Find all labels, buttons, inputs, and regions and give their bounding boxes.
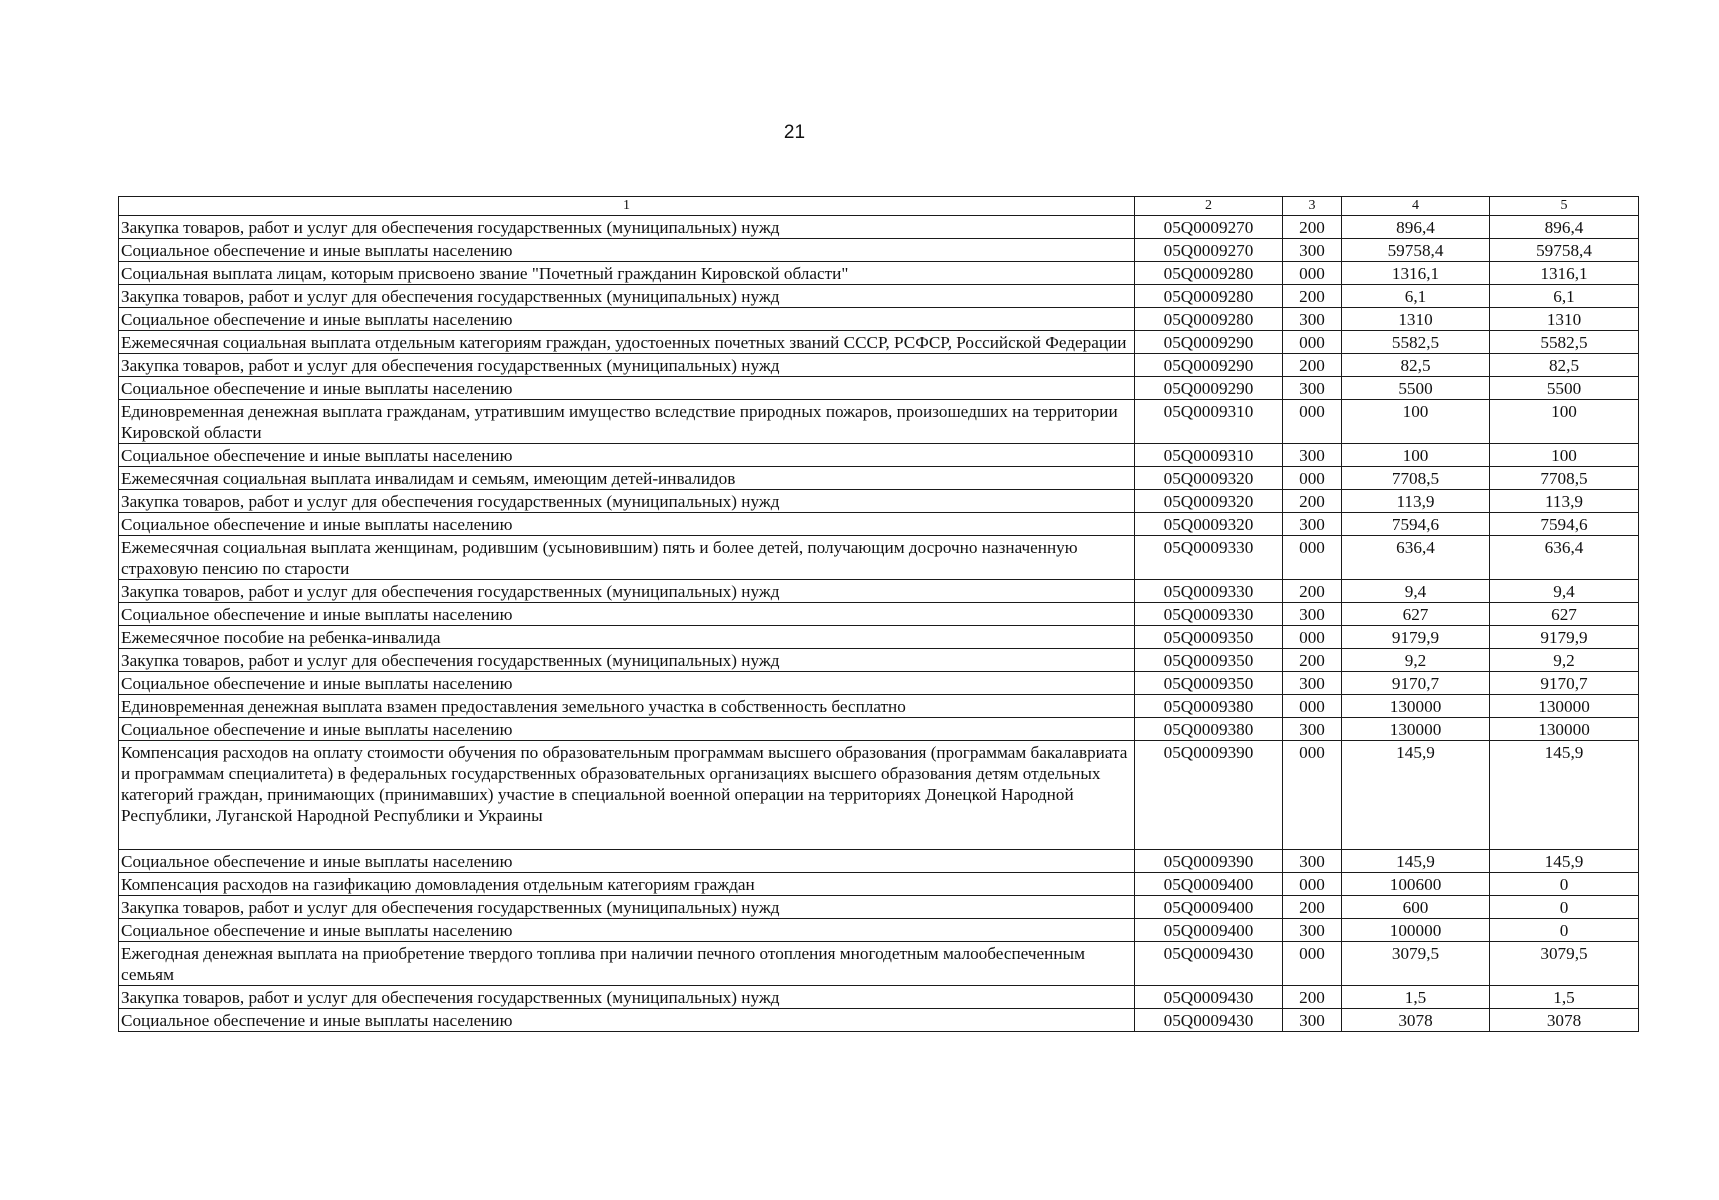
row-name: Компенсация расходов на оплату стоимости обучения по образовательным программам высшего образования (программам бакалавриата и программам специалитета) в федеральных государственных образовательных организациях высшего образования детям отдельных категорий граждан, принимающих (принимавших) участие в специальной военной операции на территориях Донецкой Народной Республики, Луганской Народной Республики и Украины bbox=[119, 741, 1135, 850]
row-value-col5: 5582,5 bbox=[1490, 331, 1639, 354]
row-value-col5: 0 bbox=[1490, 873, 1639, 896]
row-name: Социальное обеспечение и иные выплаты населению bbox=[119, 513, 1135, 536]
row-name: Социальное обеспечение и иные выплаты населению bbox=[119, 239, 1135, 262]
table-row bbox=[119, 850, 1639, 873]
table-row bbox=[119, 400, 1639, 444]
table-row bbox=[119, 216, 1639, 239]
row-value-col4: 9179,9 bbox=[1342, 626, 1490, 649]
row-code: 05Q0009350 bbox=[1135, 649, 1283, 672]
row-expense-type: 300 bbox=[1283, 718, 1342, 741]
row-value-col4: 6,1 bbox=[1342, 285, 1490, 308]
header-col-4: 4 bbox=[1342, 197, 1490, 216]
row-name: Закупка товаров, работ и услуг для обеспечения государственных (муниципальных) нужд bbox=[119, 649, 1135, 672]
row-name: Компенсация расходов на газификацию домовладения отдельным категориям граждан bbox=[119, 873, 1135, 896]
row-value-col4: 600 bbox=[1342, 896, 1490, 919]
table-row bbox=[119, 695, 1639, 718]
table-row bbox=[119, 1009, 1639, 1032]
row-code: 05Q0009330 bbox=[1135, 580, 1283, 603]
row-expense-type: 200 bbox=[1283, 216, 1342, 239]
row-expense-type: 300 bbox=[1283, 1009, 1342, 1032]
row-name: Закупка товаров, работ и услуг для обеспечения государственных (муниципальных) нужд bbox=[119, 580, 1135, 603]
row-expense-type: 300 bbox=[1283, 377, 1342, 400]
row-expense-type: 000 bbox=[1283, 262, 1342, 285]
row-value-col5: 3079,5 bbox=[1490, 942, 1639, 986]
row-name: Социальное обеспечение и иные выплаты населению bbox=[119, 850, 1135, 873]
row-code: 05Q0009430 bbox=[1135, 942, 1283, 986]
row-code: 05Q0009430 bbox=[1135, 986, 1283, 1009]
row-code: 05Q0009320 bbox=[1135, 467, 1283, 490]
row-expense-type: 300 bbox=[1283, 919, 1342, 942]
row-value-col4: 896,4 bbox=[1342, 216, 1490, 239]
row-name: Закупка товаров, работ и услуг для обеспечения государственных (муниципальных) нужд bbox=[119, 986, 1135, 1009]
row-value-col4: 100000 bbox=[1342, 919, 1490, 942]
row-value-col4: 9170,7 bbox=[1342, 672, 1490, 695]
row-name: Социальное обеспечение и иные выплаты населению bbox=[119, 1009, 1135, 1032]
row-value-col4: 100600 bbox=[1342, 873, 1490, 896]
row-name: Закупка товаров, работ и услуг для обеспечения государственных (муниципальных) нужд bbox=[119, 285, 1135, 308]
row-name: Закупка товаров, работ и услуг для обеспечения государственных (муниципальных) нужд bbox=[119, 896, 1135, 919]
row-value-col4: 5500 bbox=[1342, 377, 1490, 400]
table-row bbox=[119, 741, 1639, 850]
row-code: 05Q0009280 bbox=[1135, 262, 1283, 285]
row-value-col5: 59758,4 bbox=[1490, 239, 1639, 262]
row-value-col4: 100 bbox=[1342, 400, 1490, 444]
row-value-col5: 113,9 bbox=[1490, 490, 1639, 513]
table-row bbox=[119, 444, 1639, 467]
row-name: Единовременная денежная выплата гражданам, утратившим имущество вследствие природных пожаров, произошедших на территории Кировской области bbox=[119, 400, 1135, 444]
table-row bbox=[119, 308, 1639, 331]
row-code: 05Q0009390 bbox=[1135, 850, 1283, 873]
row-value-col5: 3078 bbox=[1490, 1009, 1639, 1032]
row-expense-type: 200 bbox=[1283, 285, 1342, 308]
row-code: 05Q0009270 bbox=[1135, 239, 1283, 262]
row-value-col4: 145,9 bbox=[1342, 741, 1490, 850]
row-code: 05Q0009400 bbox=[1135, 919, 1283, 942]
row-expense-type: 200 bbox=[1283, 490, 1342, 513]
row-value-col4: 100 bbox=[1342, 444, 1490, 467]
table-row bbox=[119, 986, 1639, 1009]
row-value-col4: 130000 bbox=[1342, 695, 1490, 718]
row-name: Ежемесячная социальная выплата отдельным категориям граждан, удостоенных почетных званий СССР, РСФСР, Российской Федерации bbox=[119, 331, 1135, 354]
row-value-col4: 113,9 bbox=[1342, 490, 1490, 513]
row-expense-type: 300 bbox=[1283, 513, 1342, 536]
table-row bbox=[119, 262, 1639, 285]
table-row bbox=[119, 354, 1639, 377]
row-name: Социальное обеспечение и иные выплаты населению bbox=[119, 603, 1135, 626]
row-value-col5: 9,4 bbox=[1490, 580, 1639, 603]
row-code: 05Q0009350 bbox=[1135, 626, 1283, 649]
row-value-col4: 130000 bbox=[1342, 718, 1490, 741]
row-expense-type: 000 bbox=[1283, 467, 1342, 490]
row-expense-type: 300 bbox=[1283, 850, 1342, 873]
table-row bbox=[119, 942, 1639, 986]
row-name: Социальное обеспечение и иные выплаты населению bbox=[119, 919, 1135, 942]
header-col-5: 5 bbox=[1490, 197, 1639, 216]
row-value-col5: 9,2 bbox=[1490, 649, 1639, 672]
table-header-row bbox=[119, 197, 1639, 216]
row-name: Закупка товаров, работ и услуг для обеспечения государственных (муниципальных) нужд bbox=[119, 216, 1135, 239]
row-code: 05Q0009310 bbox=[1135, 400, 1283, 444]
row-value-col4: 7708,5 bbox=[1342, 467, 1490, 490]
row-value-col4: 9,2 bbox=[1342, 649, 1490, 672]
row-name: Закупка товаров, работ и услуг для обеспечения государственных (муниципальных) нужд bbox=[119, 354, 1135, 377]
row-expense-type: 000 bbox=[1283, 873, 1342, 896]
row-value-col5: 9179,9 bbox=[1490, 626, 1639, 649]
row-expense-type: 000 bbox=[1283, 741, 1342, 850]
row-name: Ежегодная денежная выплата на приобретение твердого топлива при наличии печного отопления многодетным малообеспеченным семьям bbox=[119, 942, 1135, 986]
row-code: 05Q0009320 bbox=[1135, 513, 1283, 536]
row-value-col5: 82,5 bbox=[1490, 354, 1639, 377]
row-code: 05Q0009380 bbox=[1135, 718, 1283, 741]
row-value-col4: 627 bbox=[1342, 603, 1490, 626]
row-expense-type: 300 bbox=[1283, 444, 1342, 467]
row-name: Ежемесячная социальная выплата инвалидам и семьям, имеющим детей-инвалидов bbox=[119, 467, 1135, 490]
row-value-col5: 145,9 bbox=[1490, 850, 1639, 873]
table-row bbox=[119, 873, 1639, 896]
table-row bbox=[119, 536, 1639, 580]
row-value-col5: 636,4 bbox=[1490, 536, 1639, 580]
table-row bbox=[119, 377, 1639, 400]
row-expense-type: 000 bbox=[1283, 626, 1342, 649]
row-value-col4: 1,5 bbox=[1342, 986, 1490, 1009]
table-row bbox=[119, 513, 1639, 536]
row-value-col5: 627 bbox=[1490, 603, 1639, 626]
row-expense-type: 300 bbox=[1283, 672, 1342, 695]
row-code: 05Q0009400 bbox=[1135, 896, 1283, 919]
header-col-2: 2 bbox=[1135, 197, 1283, 216]
row-code: 05Q0009320 bbox=[1135, 490, 1283, 513]
row-name: Социальное обеспечение и иные выплаты населению bbox=[119, 672, 1135, 695]
row-value-col5: 0 bbox=[1490, 919, 1639, 942]
row-name: Социальная выплата лицам, которым присвоено звание "Почетный гражданин Кировской области" bbox=[119, 262, 1135, 285]
table-row bbox=[119, 672, 1639, 695]
row-value-col4: 3079,5 bbox=[1342, 942, 1490, 986]
row-expense-type: 300 bbox=[1283, 239, 1342, 262]
header-col-1: 1 bbox=[119, 197, 1135, 216]
table-row bbox=[119, 490, 1639, 513]
row-value-col5: 7594,6 bbox=[1490, 513, 1639, 536]
page-number bbox=[0, 122, 1719, 144]
row-value-col5: 6,1 bbox=[1490, 285, 1639, 308]
row-code: 05Q0009290 bbox=[1135, 331, 1283, 354]
row-value-col5: 7708,5 bbox=[1490, 467, 1639, 490]
row-value-col4: 3078 bbox=[1342, 1009, 1490, 1032]
header-col-3: 3 bbox=[1283, 197, 1342, 216]
row-value-col4: 59758,4 bbox=[1342, 239, 1490, 262]
row-expense-type: 300 bbox=[1283, 308, 1342, 331]
row-value-col4: 1316,1 bbox=[1342, 262, 1490, 285]
table-row bbox=[119, 626, 1639, 649]
row-code: 05Q0009400 bbox=[1135, 873, 1283, 896]
row-expense-type: 000 bbox=[1283, 942, 1342, 986]
row-value-col4: 82,5 bbox=[1342, 354, 1490, 377]
table-row bbox=[119, 239, 1639, 262]
row-code: 05Q0009290 bbox=[1135, 354, 1283, 377]
budget-table bbox=[118, 196, 1639, 1032]
row-code: 05Q0009380 bbox=[1135, 695, 1283, 718]
row-name: Ежемесячная социальная выплата женщинам, родившим (усыновившим) пять и более детей, получающим досрочно назначенную страховую пенсию по старости bbox=[119, 536, 1135, 580]
row-value-col5: 130000 bbox=[1490, 718, 1639, 741]
table-row bbox=[119, 718, 1639, 741]
row-expense-type: 300 bbox=[1283, 603, 1342, 626]
row-name: Единовременная денежная выплата взамен предоставления земельного участка в собственность бесплатно bbox=[119, 695, 1135, 718]
row-value-col5: 1,5 bbox=[1490, 986, 1639, 1009]
row-value-col5: 130000 bbox=[1490, 695, 1639, 718]
row-expense-type: 200 bbox=[1283, 986, 1342, 1009]
row-name: Социальное обеспечение и иные выплаты населению bbox=[119, 377, 1135, 400]
row-expense-type: 200 bbox=[1283, 354, 1342, 377]
table-row bbox=[119, 649, 1639, 672]
row-code: 05Q0009280 bbox=[1135, 308, 1283, 331]
row-expense-type: 000 bbox=[1283, 695, 1342, 718]
row-value-col5: 9170,7 bbox=[1490, 672, 1639, 695]
row-value-col5: 1310 bbox=[1490, 308, 1639, 331]
row-value-col4: 5582,5 bbox=[1342, 331, 1490, 354]
row-value-col5: 1316,1 bbox=[1490, 262, 1639, 285]
table-row bbox=[119, 467, 1639, 490]
page-number-text: 21 bbox=[783, 122, 806, 143]
row-value-col5: 0 bbox=[1490, 896, 1639, 919]
row-value-col5: 100 bbox=[1490, 400, 1639, 444]
row-expense-type: 200 bbox=[1283, 580, 1342, 603]
row-value-col5: 5500 bbox=[1490, 377, 1639, 400]
row-value-col4: 7594,6 bbox=[1342, 513, 1490, 536]
row-name: Ежемесячное пособие на ребенка-инвалида bbox=[119, 626, 1135, 649]
row-expense-type: 000 bbox=[1283, 400, 1342, 444]
row-code: 05Q0009390 bbox=[1135, 741, 1283, 850]
row-name: Социальное обеспечение и иные выплаты населению bbox=[119, 444, 1135, 467]
row-name: Социальное обеспечение и иные выплаты населению bbox=[119, 718, 1135, 741]
row-code: 05Q0009310 bbox=[1135, 444, 1283, 467]
row-name: Закупка товаров, работ и услуг для обеспечения государственных (муниципальных) нужд bbox=[119, 490, 1135, 513]
row-value-col4: 636,4 bbox=[1342, 536, 1490, 580]
row-code: 05Q0009270 bbox=[1135, 216, 1283, 239]
row-value-col4: 9,4 bbox=[1342, 580, 1490, 603]
row-expense-type: 200 bbox=[1283, 649, 1342, 672]
table-row bbox=[119, 331, 1639, 354]
row-code: 05Q0009280 bbox=[1135, 285, 1283, 308]
table-row bbox=[119, 919, 1639, 942]
row-code: 05Q0009330 bbox=[1135, 536, 1283, 580]
table-row bbox=[119, 285, 1639, 308]
row-expense-type: 000 bbox=[1283, 536, 1342, 580]
table-row bbox=[119, 580, 1639, 603]
row-code: 05Q0009350 bbox=[1135, 672, 1283, 695]
row-code: 05Q0009290 bbox=[1135, 377, 1283, 400]
table-row bbox=[119, 896, 1639, 919]
row-value-col4: 145,9 bbox=[1342, 850, 1490, 873]
row-expense-type: 000 bbox=[1283, 331, 1342, 354]
row-value-col5: 896,4 bbox=[1490, 216, 1639, 239]
row-code: 05Q0009330 bbox=[1135, 603, 1283, 626]
row-value-col5: 145,9 bbox=[1490, 741, 1639, 850]
row-expense-type: 200 bbox=[1283, 896, 1342, 919]
table-row bbox=[119, 603, 1639, 626]
row-code: 05Q0009430 bbox=[1135, 1009, 1283, 1032]
row-value-col5: 100 bbox=[1490, 444, 1639, 467]
row-value-col4: 1310 bbox=[1342, 308, 1490, 331]
row-name: Социальное обеспечение и иные выплаты населению bbox=[119, 308, 1135, 331]
table-body bbox=[119, 216, 1639, 1032]
